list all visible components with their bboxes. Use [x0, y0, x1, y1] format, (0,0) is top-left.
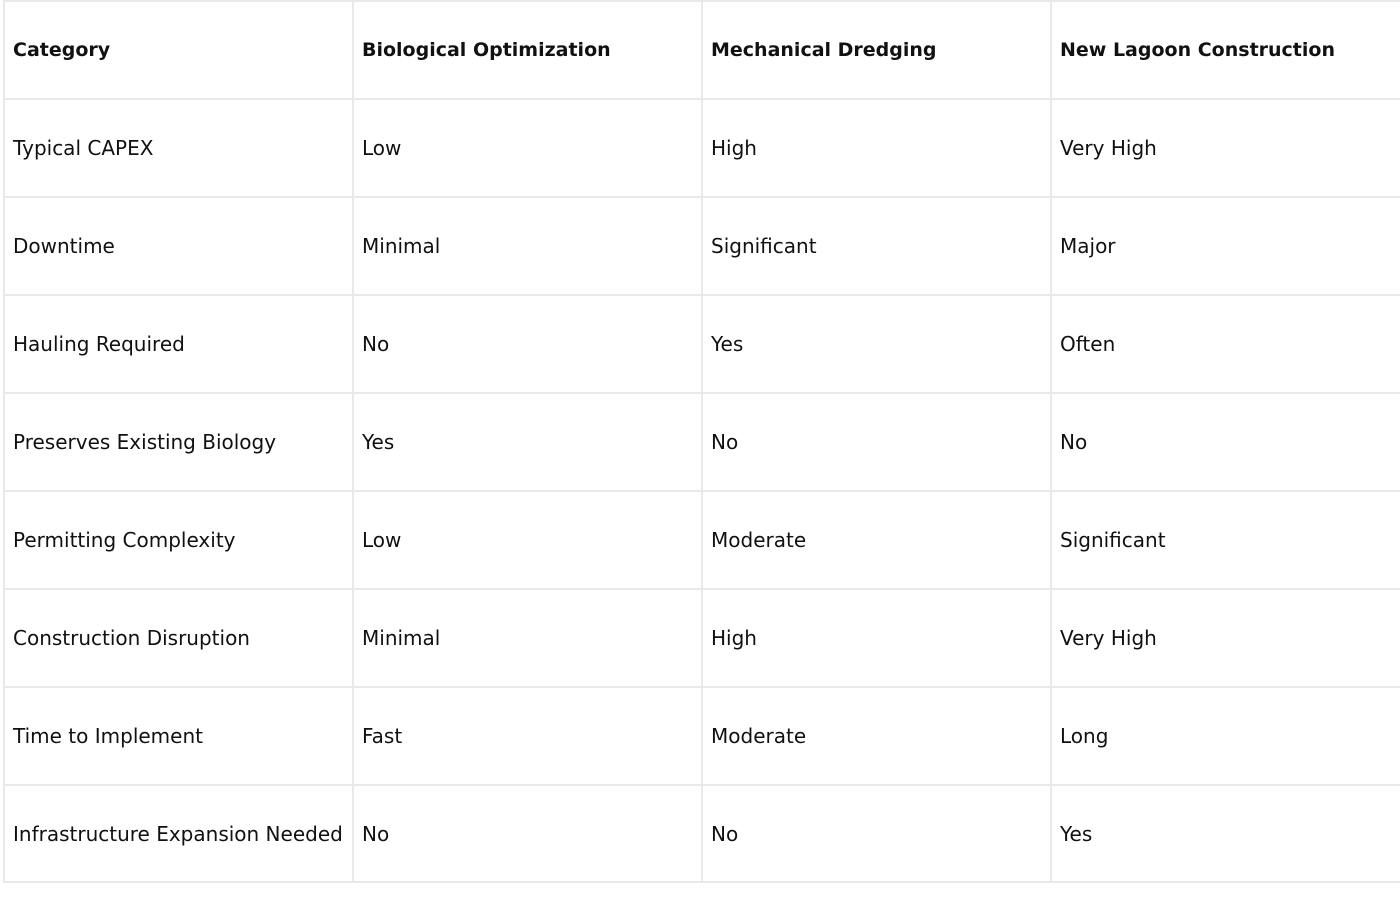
table-row: [4, 589, 1400, 687]
table-cell: No: [1051, 393, 1400, 491]
row-label-cell: Typical CAPEX: [4, 99, 353, 197]
table-cell: Moderate: [702, 687, 1051, 785]
table-cell: Yes: [1051, 785, 1400, 882]
row-label-cell: Permitting Complexity: [4, 491, 353, 589]
table-cell: No: [353, 295, 702, 393]
row-label-cell: Downtime: [4, 197, 353, 295]
table-row: [4, 491, 1400, 589]
comparison-table-container: [3, 0, 1400, 900]
row-label-cell: Construction Disruption: [4, 589, 353, 687]
header-row: [4, 1, 1400, 99]
table-cell: Often: [1051, 295, 1400, 393]
column-header-category: Category: [4, 1, 353, 99]
row-label-cell: Preserves Existing Biology: [4, 393, 353, 491]
table-cell: Yes: [702, 295, 1051, 393]
table-cell: No: [702, 393, 1051, 491]
table-cell: Long: [1051, 687, 1400, 785]
table-row: [4, 295, 1400, 393]
table-cell: No: [702, 785, 1051, 882]
table-cell: Yes: [353, 393, 702, 491]
row-label-cell: Hauling Required: [4, 295, 353, 393]
table-row: [4, 99, 1400, 197]
table-cell: High: [702, 589, 1051, 687]
table-cell: Very High: [1051, 589, 1400, 687]
table-cell: Significant: [1051, 491, 1400, 589]
column-header-mechanical-dredging: Mechanical Dredging: [702, 1, 1051, 99]
table-cell: Significant: [702, 197, 1051, 295]
table-cell: Major: [1051, 197, 1400, 295]
column-header-biological-optimization: Biological Optimization: [353, 1, 702, 99]
table-cell: No: [353, 785, 702, 882]
row-label-cell: Infrastructure Expansion Needed: [4, 785, 353, 882]
column-header-new-lagoon-construction: New Lagoon Construction: [1051, 1, 1400, 99]
table-body: [4, 99, 1400, 882]
row-label-cell: Time to Implement: [4, 687, 353, 785]
table-row: [4, 687, 1400, 785]
table-row: [4, 197, 1400, 295]
table-cell: Fast: [353, 687, 702, 785]
table-cell: Minimal: [353, 197, 702, 295]
table-row: [4, 785, 1400, 882]
comparison-table: [3, 0, 1400, 883]
table-row: [4, 393, 1400, 491]
table-cell: Minimal: [353, 589, 702, 687]
table-cell: Very High: [1051, 99, 1400, 197]
table-cell: High: [702, 99, 1051, 197]
table-cell: Low: [353, 99, 702, 197]
table-cell: Moderate: [702, 491, 1051, 589]
table-cell: Low: [353, 491, 702, 589]
table-header: [4, 1, 1400, 99]
